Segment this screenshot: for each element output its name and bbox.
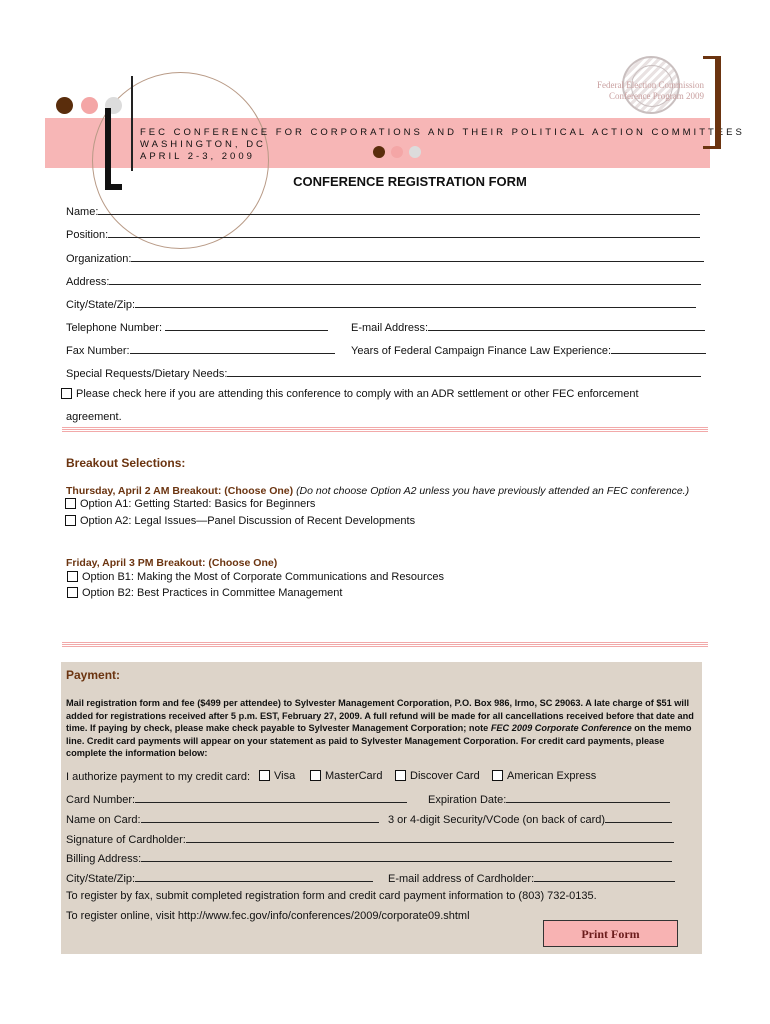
- expiration-label: Expiration Date:: [428, 794, 507, 806]
- payment-para-line3: [66, 722, 694, 735]
- position-input[interactable]: [108, 226, 700, 238]
- name-input[interactable]: [98, 203, 700, 215]
- signature-label: Signature of Cardholder:: [66, 834, 186, 846]
- mastercard-option[interactable]: [310, 770, 382, 782]
- payment-city-label: City/State/Zip:: [66, 873, 136, 885]
- special-input[interactable]: [227, 365, 701, 377]
- billing-label: Billing Address:: [66, 853, 142, 865]
- security-row: [388, 811, 672, 826]
- option-b2-label: Option B2: Best Practices in Committee Management: [82, 587, 343, 599]
- discover-checkbox[interactable]: [395, 770, 406, 781]
- breakout-heading: Breakout Selections:: [66, 456, 186, 470]
- form-title: CONFERENCE REGISTRATION FORM: [293, 174, 527, 189]
- seal-text: [572, 80, 704, 102]
- visa-label: Visa: [274, 770, 296, 782]
- visa-option[interactable]: [259, 770, 295, 782]
- telephone-label: Telephone Number:: [66, 322, 163, 334]
- small-pink-dot: [391, 146, 403, 158]
- email-cardholder-row: [388, 870, 675, 885]
- billing-row: [66, 850, 672, 865]
- address-row: [66, 273, 701, 288]
- telephone-row: [66, 319, 328, 334]
- years-row: [351, 342, 706, 357]
- email-label: E-mail Address:: [351, 322, 429, 334]
- payment-heading: Payment:: [66, 668, 121, 682]
- fax-label: Fax Number:: [66, 345, 130, 357]
- adr-row-2: [66, 411, 122, 423]
- option-b2-row[interactable]: [67, 587, 342, 599]
- billing-input[interactable]: [141, 850, 672, 862]
- conference-line2: WASHINGTON, DC: [140, 139, 266, 150]
- address-input[interactable]: [109, 273, 701, 285]
- name-on-card-label: Name on Card:: [66, 814, 141, 826]
- thursday-heading: Thursday, April 2 AM Breakout: (Choose One): [66, 485, 294, 497]
- separator-top: [62, 427, 708, 433]
- adr-row: [61, 388, 639, 400]
- vertical-bar-left: [131, 76, 133, 171]
- payment-city-row: [66, 870, 373, 885]
- adr-text-line1: Please check here if you are attending this conference to comply with an ADR settlement or other FEC enforcement: [76, 388, 639, 400]
- email-input[interactable]: [428, 319, 705, 331]
- security-input[interactable]: [605, 811, 672, 823]
- name-on-card-row: [66, 811, 379, 826]
- city-row: [66, 296, 696, 311]
- special-label: Special Requests/Dietary Needs:: [66, 368, 228, 380]
- option-a2-label: Option A2: Legal Issues—Panel Discussion of Recent Developments: [80, 515, 416, 527]
- email-cardholder-input[interactable]: [534, 870, 675, 882]
- city-label: City/State/Zip:: [66, 299, 136, 311]
- amex-checkbox[interactable]: [492, 770, 503, 781]
- conference-line1: FEC CONFERENCE FOR CORPORATIONS AND THEIR POLITICAL ACTION COMMITTEES: [140, 127, 745, 138]
- option-a2-row[interactable]: [65, 515, 415, 527]
- thursday-note: (Do not choose Option A2 unless you have previously attended an FEC conference.): [296, 485, 690, 497]
- seal-text-line2: Conference Program 2009: [609, 91, 704, 101]
- address-label: Address:: [66, 276, 110, 288]
- payment-para-line3-a: time. If paying by check, please make check payable to Sylvester Management Corporation; note: [66, 723, 491, 733]
- print-form-label: Print Form: [581, 927, 640, 941]
- fax-register-text: To register by fax, submit completed registration form and credit card payment information to (803) 732-0135.: [66, 890, 597, 902]
- seal-text-line1: Federal Election Commission: [597, 80, 704, 90]
- amex-label: American Express: [507, 770, 597, 782]
- brown-dot: [56, 97, 73, 114]
- payment-para-line3-italic: FEC 2009 Corporate Conference: [490, 723, 632, 733]
- organization-label: Organization:: [66, 253, 132, 265]
- signature-row: [66, 831, 674, 846]
- authorize-row: [66, 771, 250, 783]
- discover-label: Discover Card: [410, 770, 480, 782]
- conference-title-block: [140, 127, 745, 163]
- amex-option[interactable]: [492, 770, 596, 782]
- mastercard-label: MasterCard: [325, 770, 383, 782]
- option-b1-checkbox[interactable]: [67, 571, 78, 582]
- friday-heading: Friday, April 3 PM Breakout: (Choose One): [66, 557, 278, 569]
- payment-paragraph: [66, 697, 694, 760]
- discover-option[interactable]: [395, 770, 480, 782]
- small-brown-dot: [373, 146, 385, 158]
- option-b1-label: Option B1: Making the Most of Corporate Communications and Resources: [82, 571, 444, 583]
- print-form-button[interactable]: [543, 920, 678, 947]
- separator-bottom: [62, 642, 708, 648]
- name-row: [66, 203, 700, 218]
- payment-para-line4: line. Credit card payments will appear on your statement as paid to Sylvester Management Corporation. For credit card payments, please: [66, 735, 665, 746]
- option-a1-row[interactable]: [65, 498, 315, 510]
- payment-para-line3-b: on the memo: [631, 723, 692, 733]
- fax-row: [66, 342, 335, 357]
- payment-city-input[interactable]: [135, 870, 373, 882]
- email-cardholder-label: E-mail address of Cardholder:: [388, 873, 535, 885]
- option-a1-checkbox[interactable]: [65, 498, 76, 509]
- security-label: 3 or 4-digit Security/VCode (on back of card): [388, 814, 606, 826]
- fax-input[interactable]: [130, 342, 335, 354]
- pink-dot: [81, 97, 98, 114]
- adr-checkbox[interactable]: [61, 388, 72, 399]
- option-b1-row[interactable]: [67, 571, 444, 583]
- position-label: Position:: [66, 229, 109, 241]
- thursday-row: [66, 485, 689, 497]
- bracket-right: [703, 56, 721, 149]
- name-label: Name:: [66, 206, 99, 218]
- option-a2-checkbox[interactable]: [65, 515, 76, 526]
- payment-para-line2: added for registrations received after 5 p.m. EST, February 27, 2009. A full refund will be made for all cancellations received before that date and: [66, 710, 694, 721]
- option-a1-label: Option A1: Getting Started: Basics for Beginners: [80, 498, 316, 510]
- adr-text-line2: agreement.: [66, 411, 122, 423]
- payment-para-line5: complete the information below:: [66, 748, 208, 758]
- small-grey-dot: [409, 146, 421, 158]
- telephone-input[interactable]: [165, 319, 328, 331]
- visa-checkbox[interactable]: [259, 770, 270, 781]
- special-row: [66, 365, 701, 380]
- mastercard-checkbox[interactable]: [310, 770, 321, 781]
- conference-line3: APRIL 2-3, 2009: [140, 151, 255, 162]
- signature-input[interactable]: [186, 831, 674, 843]
- organization-input[interactable]: [131, 250, 704, 262]
- card-number-row: [66, 791, 407, 806]
- city-input[interactable]: [135, 296, 696, 308]
- expiration-input[interactable]: [506, 791, 670, 803]
- years-input[interactable]: [611, 342, 706, 354]
- card-number-input[interactable]: [135, 791, 407, 803]
- payment-para-line1: Mail registration form and fee ($499 per attendee) to Sylvester Management Corporation, P.O. Box 986, Irmo, SC 29063. A late charge of $51 will: [66, 698, 690, 708]
- option-b2-checkbox[interactable]: [67, 587, 78, 598]
- authorize-label: I authorize payment to my credit card:: [66, 771, 251, 783]
- position-row: [66, 226, 700, 241]
- online-register-text: To register online, visit http://www.fec.gov/info/conferences/2009/corporate09.shtml: [66, 910, 470, 922]
- years-label: Years of Federal Campaign Finance Law Experience:: [351, 345, 612, 357]
- name-on-card-input[interactable]: [141, 811, 379, 823]
- organization-row: [66, 250, 704, 265]
- expiration-row: [428, 791, 670, 806]
- email-row: [351, 319, 705, 334]
- card-number-label: Card Number:: [66, 794, 136, 806]
